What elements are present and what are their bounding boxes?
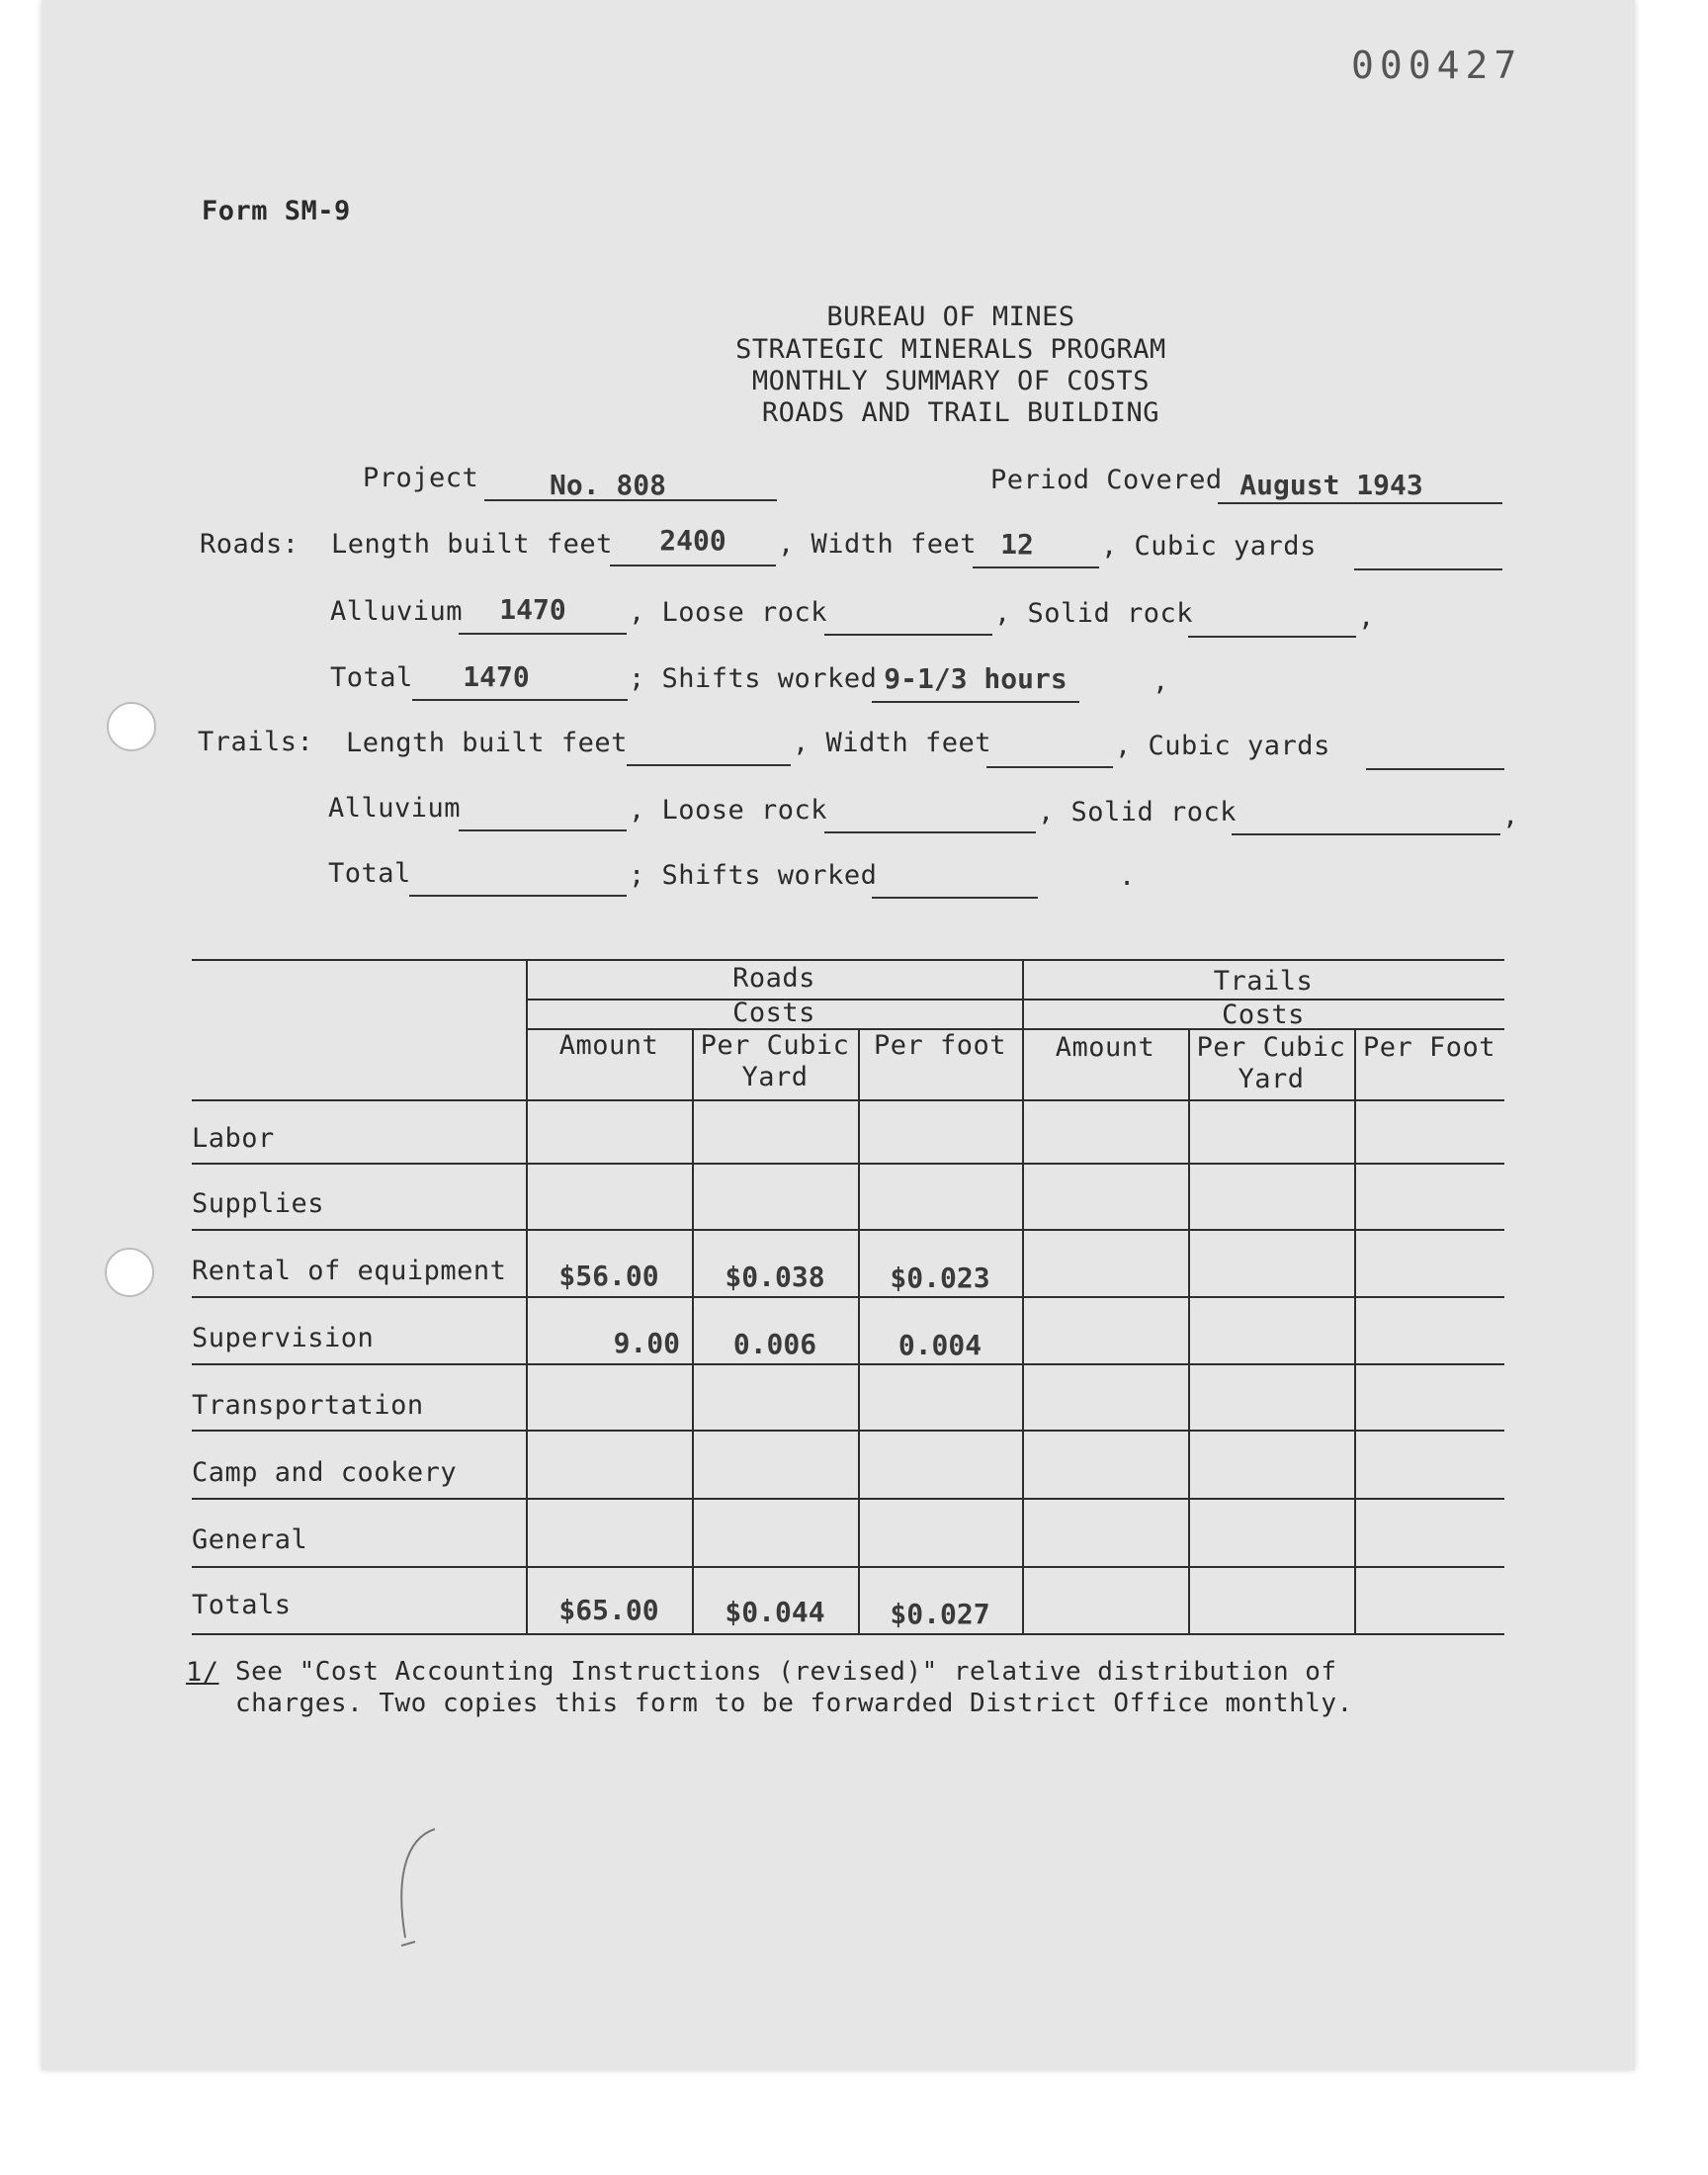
roads-length-label: Length built feet (331, 529, 613, 560)
totals-roads-amount: $65.00 (558, 1594, 659, 1626)
trails-group-header: Trails (1213, 966, 1314, 997)
roads-alluvium-value: 1470 (499, 593, 566, 626)
roads-shifts-value: 9-1/3 hours (884, 662, 1068, 695)
roads-shifts-comma: , (1153, 666, 1169, 697)
roads-costs-header: Costs (732, 998, 815, 1028)
trails-shifts-period: . (1119, 861, 1136, 892)
roads-total-line (412, 699, 628, 701)
roads-solid-label: , Solid rock (994, 598, 1194, 629)
roads-width-label: , Width feet (778, 529, 978, 560)
trails-solid-label: , Solid rock (1038, 797, 1238, 827)
header-line-1: BUREAU OF MINES (826, 302, 1075, 332)
roads-alluvium-label: Alluvium (330, 596, 464, 627)
roads-shifts-label: ; Shifts worked (629, 663, 878, 694)
totals-roads-per-cubic: $0.044 (725, 1596, 825, 1628)
supervision-roads-amount (526, 1327, 692, 1359)
project-value: No. 808 (549, 469, 666, 501)
trails-shifts-label: ; Shifts worked (629, 860, 878, 891)
row-label-labor: Labor (192, 1123, 275, 1154)
col-roads-per-cubic-yard: Yard (741, 1062, 809, 1092)
trails-costs-header: Costs (1222, 1000, 1305, 1030)
trails-solid-line (1232, 833, 1500, 835)
trails-alluvium-line (459, 829, 627, 831)
trails-length-label: Length built feet (346, 728, 628, 758)
roads-solid-line (1188, 636, 1356, 638)
roads-width-line (973, 566, 1099, 568)
trails-cubic-line (1366, 768, 1504, 770)
document-number: 000427 (1351, 44, 1523, 87)
rental-roads-amount: $56.00 (558, 1260, 659, 1292)
trails-loose-label: , Loose rock (629, 795, 828, 826)
footnote-line-2: charges. Two copies this form to be forwarded District Office monthly. (235, 1689, 1353, 1718)
supervision-roads-per-foot: 0.004 (897, 1329, 982, 1361)
trails-length-line (627, 764, 791, 766)
roads-length-value: 2400 (659, 524, 726, 557)
roads-cubic-label: , Cubic yards (1101, 531, 1317, 562)
col-roads-amount: Amount (558, 1030, 659, 1061)
row-label-totals: Totals (192, 1590, 292, 1620)
trails-shifts-line (872, 897, 1038, 899)
footnote-mark: 1/ (186, 1657, 219, 1688)
col-roads-per-cubic: Per Cubic (700, 1030, 850, 1061)
rental-roads-per-foot: $0.023 (890, 1262, 990, 1294)
period-value: August 1943 (1239, 469, 1423, 501)
roads-loose-label: , Loose rock (629, 597, 828, 628)
roads-cubic-line (1354, 568, 1502, 570)
header-line-3: MONTHLY SUMMARY OF COSTS (751, 366, 1151, 396)
trails-alluvium-label: Alluvium (328, 793, 462, 824)
roads-loose-line (824, 634, 992, 636)
header-line-4: ROADS AND TRAIL BUILDING (761, 397, 1160, 428)
trails-solid-comma: , (1502, 801, 1519, 831)
punch-hole-bottom (105, 1248, 154, 1297)
project-label: Project (363, 463, 479, 493)
row-label-rental: Rental of equipment (192, 1256, 507, 1286)
trails-loose-line (824, 831, 1036, 833)
period-line (1218, 502, 1502, 504)
col-trails-per-cubic-yard: Yard (1238, 1064, 1305, 1094)
footnote-line-1: See "Cost Accounting Instructions (revised)" relative distribution of (235, 1657, 1337, 1687)
roads-group-header: Roads (732, 963, 815, 994)
trails-section-label: Trails: (198, 727, 314, 757)
roads-total-label: Total (330, 662, 413, 693)
period-label: Period Covered (990, 465, 1223, 495)
header-line-2: STRATEGIC MINERALS PROGRAM (735, 334, 1166, 365)
roads-total-value: 1470 (463, 660, 530, 693)
row-label-transportation: Transportation (192, 1390, 424, 1421)
roads-solid-comma: , (1358, 602, 1375, 633)
form-sheet (42, 0, 1635, 2070)
trails-total-label: Total (328, 858, 411, 889)
col-trails-per-cubic: Per Cubic (1196, 1032, 1346, 1063)
row-label-camp: Camp and cookery (192, 1457, 458, 1488)
roads-shifts-line (872, 701, 1079, 703)
col-roads-per-foot: Per foot (873, 1030, 1007, 1061)
col-trails-per-foot: Per Foot (1362, 1032, 1496, 1063)
trails-total-line (409, 895, 627, 897)
roads-width-value: 12 (1000, 528, 1034, 561)
punch-hole-top (107, 702, 156, 751)
totals-roads-per-foot: $0.027 (890, 1598, 990, 1630)
supervision-roads-amount-value: 9.00 (613, 1327, 680, 1359)
supervision-roads-per-cubic: 0.006 (732, 1328, 817, 1360)
form-id: Form SM-9 (202, 196, 351, 226)
row-label-general: General (192, 1524, 308, 1555)
roads-length-line (610, 565, 776, 566)
roads-alluvium-line (459, 633, 627, 635)
pencil-mark (376, 1819, 455, 1967)
row-label-supplies: Supplies (192, 1188, 325, 1219)
roads-section-label: Roads: (200, 529, 299, 560)
row-label-supervision: Supervision (192, 1323, 375, 1353)
col-trails-amount: Amount (1055, 1032, 1155, 1063)
trails-width-label: , Width feet (793, 728, 992, 758)
trails-cubic-label: , Cubic yards (1115, 731, 1330, 761)
rental-roads-per-cubic: $0.038 (725, 1261, 825, 1293)
trails-width-line (986, 766, 1113, 768)
